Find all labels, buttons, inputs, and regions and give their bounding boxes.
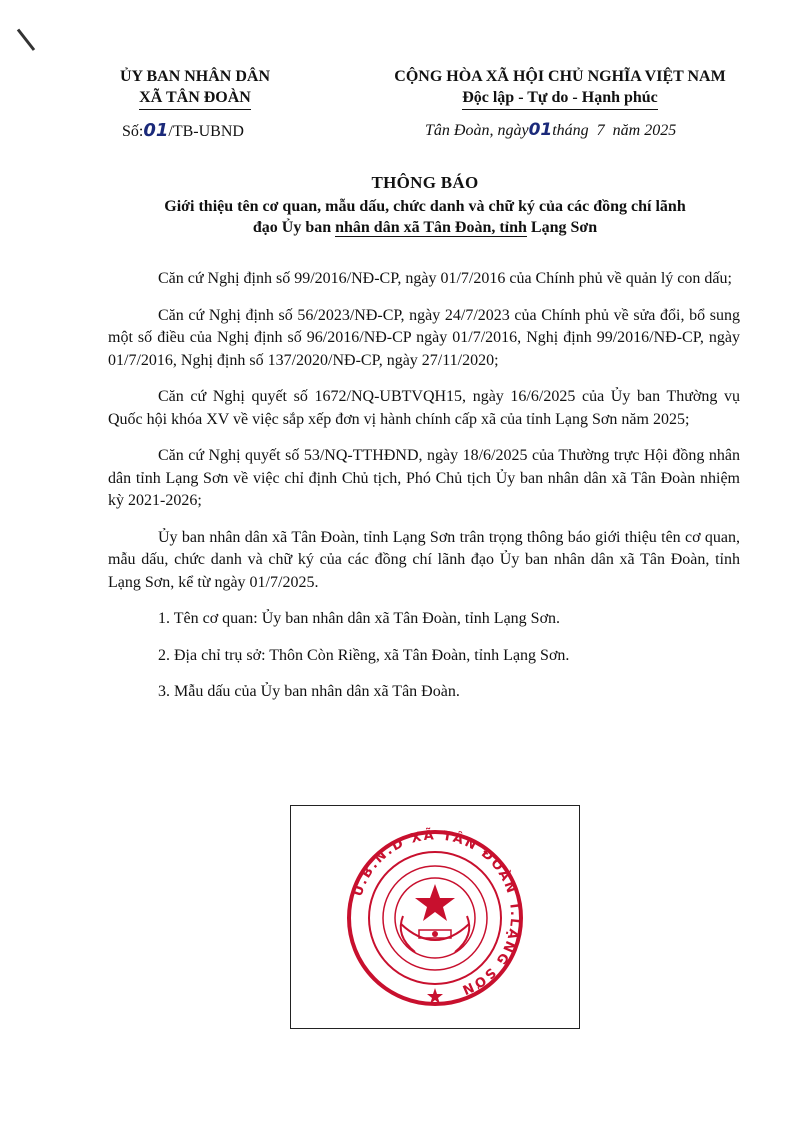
seal-bottom-star-icon	[427, 988, 443, 1004]
seal-ring-textpath: U.B.N.D XÃ TÂN ĐOÀN T.LẠNG SƠN	[350, 828, 523, 998]
scan-mark	[17, 29, 35, 51]
document-date	[425, 120, 676, 140]
date-rest: tháng 7 năm 2025	[552, 122, 677, 139]
stamp-sample-box	[290, 805, 580, 1029]
national-motto: Độc lập - Tự do - Hạnh phúc	[462, 87, 658, 110]
official-seal	[291, 806, 579, 1028]
legal-basis-paragraph: Căn cứ Nghị định số 99/2016/NĐ-CP, ngày 01/7/2016 của Chính phủ về quản lý con dấu;	[158, 270, 732, 287]
list-item: 3. Mẫu dấu của Ủy ban nhân dân xã Tân Đoàn.	[158, 683, 460, 700]
document-number-prefix: Số:	[122, 123, 144, 140]
authority-line-2: XÃ TÂN ĐOÀN	[139, 87, 251, 110]
national-header	[360, 66, 760, 110]
legal-basis-paragraph: Căn cứ Nghị quyết số 1672/NQ-UBTVQH15, ngày 16/6/2025 của Ủy ban Thường vụ Quốc hội khóa XV về việc sắp xếp đơn vị hành chính cấp xã của tỉnh Lạng Sơn năm 2025;	[108, 388, 740, 428]
document-number-handwritten: 01	[143, 120, 169, 141]
document-body	[108, 268, 740, 718]
subtitle-line-2	[110, 217, 740, 238]
date-prefix: Tân Đoàn, ngày	[425, 122, 529, 139]
document-subtitle	[110, 196, 740, 238]
subtitle-line-2-end: Lạng Sơn	[526, 219, 598, 236]
subtitle-line-2-underlined: nhân dân xã Tân Đoàn, tỉnh	[335, 219, 527, 236]
authority-line-1: ỦY BAN NHÂN DÂN	[119, 68, 271, 85]
legal-basis-paragraph: Căn cứ Nghị quyết số 53/NQ-TTHĐND, ngày 18/6/2025 của Thường trực Hội đồng nhân dân tỉnh Lạng Sơn về việc chỉ định Chủ tịch, Phó Chủ tịch Ủy ban nhân dân xã Tân Đoàn nhiệm kỳ 2021-2026;	[108, 447, 740, 509]
document-title: THÔNG BÁO	[371, 173, 479, 192]
issuing-authority	[95, 66, 295, 110]
national-emblem-icon	[395, 878, 475, 958]
document-number	[122, 120, 244, 141]
list-item: 2. Địa chỉ trụ sở: Thôn Còn Riềng, xã Tân Đoàn, tỉnh Lạng Sơn.	[158, 646, 570, 664]
announcement-paragraph: Ủy ban nhân dân xã Tân Đoàn, tỉnh Lạng Sơn trân trọng thông báo giới thiệu tên cơ quan, mẫu dấu, chức danh và chữ ký của các đồng chí lãnh đạo Ủy ban nhân dân xã Tân Đoàn, tỉnh Lạng Sơn, kể từ ngày 01/7/2025.	[108, 528, 740, 591]
subtitle-line-1: Giới thiệu tên cơ quan, mẫu dấu, chức danh và chữ ký của các đồng chí lãnh	[164, 198, 686, 215]
document-number-suffix: /TB-UBND	[168, 123, 244, 140]
legal-basis-paragraph: Căn cứ Nghị định số 56/2023/NĐ-CP, ngày 24/7/2023 của Chính phủ về sửa đổi, bổ sung một số điều của Nghị định số 96/2016/NĐ-CP ngày 01/7/2016, Nghị định 99/2016/NĐ-CP, ngày 01/7/2016, Nghị định số 137/2020/NĐ-CP, ngày 27/11/2020;	[108, 306, 740, 369]
date-day-handwritten: 01	[528, 120, 553, 140]
list-item: 1. Tên cơ quan: Ủy ban nhân dân xã Tân Đoàn, tỉnh Lạng Sơn.	[158, 610, 561, 627]
subtitle-line-2-start: đạo Ủy ban	[252, 219, 336, 236]
national-title: CỘNG HÒA XÃ HỘI CHỦ NGHĨA VIỆT NAM	[394, 68, 726, 85]
